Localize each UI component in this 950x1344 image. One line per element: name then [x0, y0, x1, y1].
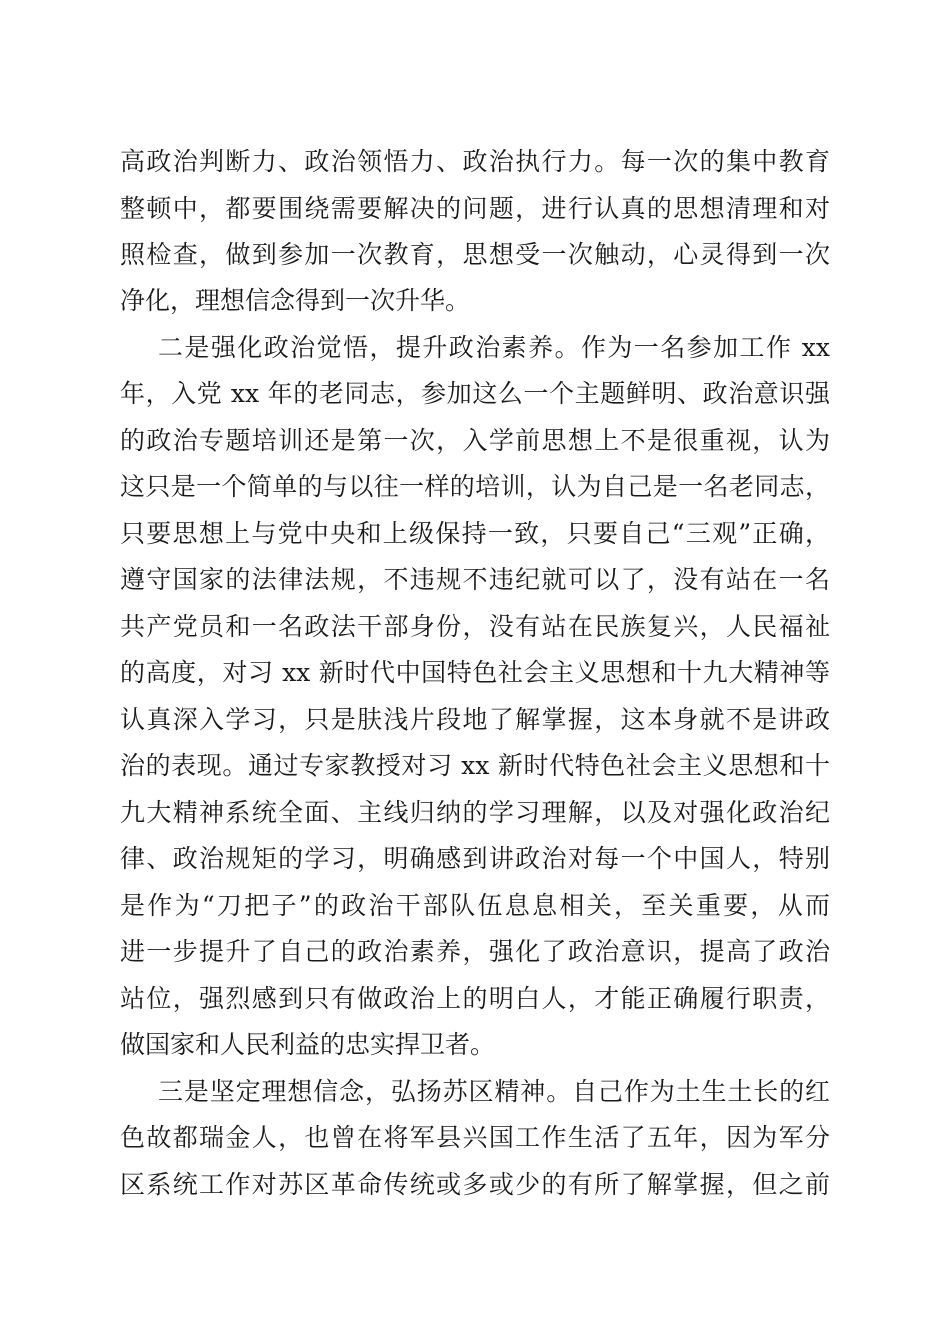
text-line: 是作为“刀把子”的政治干部队伍息息相关，至关重要，从而 [120, 891, 830, 920]
text-line: 治的表现。通过专家教授对习 xx 新时代特色社会主义思想和十 [120, 751, 830, 780]
text-line: 整顿中，都要围绕需要解决的问题，进行认真的思想清理和对 [120, 194, 830, 223]
text-line: 的高度，对习 xx 新时代中国特色社会主义思想和十九大精神等 [120, 658, 830, 687]
text-line: 认真深入学习，只是肤浅片段地了解掌握，这本身就不是讲政 [120, 705, 830, 734]
text-line: 净化，理想信念得到一次升华。 [120, 286, 471, 315]
text-line: 站位，强烈感到只有做政治上的明白人，才能正确履行职责， [120, 984, 830, 1013]
text-line: 遵守国家的法律法规，不违规不违纪就可以了，没有站在一名 [120, 565, 830, 594]
text-line: 做国家和人民利益的忠实捍卫者。 [120, 1030, 496, 1059]
text-line: 色故都瑞金人，也曾在将军县兴国工作生活了五年，因为军分 [120, 1123, 830, 1152]
text-line: 年，入党 xx 年的老同志，参加这么一个主题鲜明、政治意识强 [120, 379, 830, 408]
text-line: 律、政治规矩的学习，明确感到讲政治对每一个中国人，特别 [120, 844, 830, 873]
text-line: 进一步提升了自己的政治素养，强化了政治意识，提高了政治 [120, 937, 830, 966]
text-line: 九大精神系统全面、主线归纳的学习理解，以及对强化政治纪 [120, 798, 830, 827]
text-line: 只要思想上与党中央和上级保持一致，只要自己“三观”正确， [120, 519, 830, 548]
text-line: 区系统工作对苏区革命传统或多或少的有所了解掌握，但之前 [120, 1170, 830, 1199]
text-line: 高政治判断力、政治领悟力、政治执行力。每一次的集中教育 [120, 147, 830, 176]
paragraph-start-line: 三是坚定理想信念，弘扬苏区精神。自己作为土生土长的红 [158, 1077, 830, 1106]
text-line: 的政治专题培训还是第一次，入学前思想上不是很重视，认为 [120, 426, 830, 455]
text-line: 这只是一个简单的与以往一样的培训，认为自己是一名老同志， [120, 472, 830, 501]
paragraph-start-line: 二是强化政治觉悟，提升政治素养。作为一名参加工作 xx [158, 333, 830, 362]
text-line: 共产党员和一名政法干部身份，没有站在民族复兴，人民福祉 [120, 612, 830, 641]
text-line: 照检查，做到参加一次教育，思想受一次触动，心灵得到一次 [120, 240, 830, 269]
